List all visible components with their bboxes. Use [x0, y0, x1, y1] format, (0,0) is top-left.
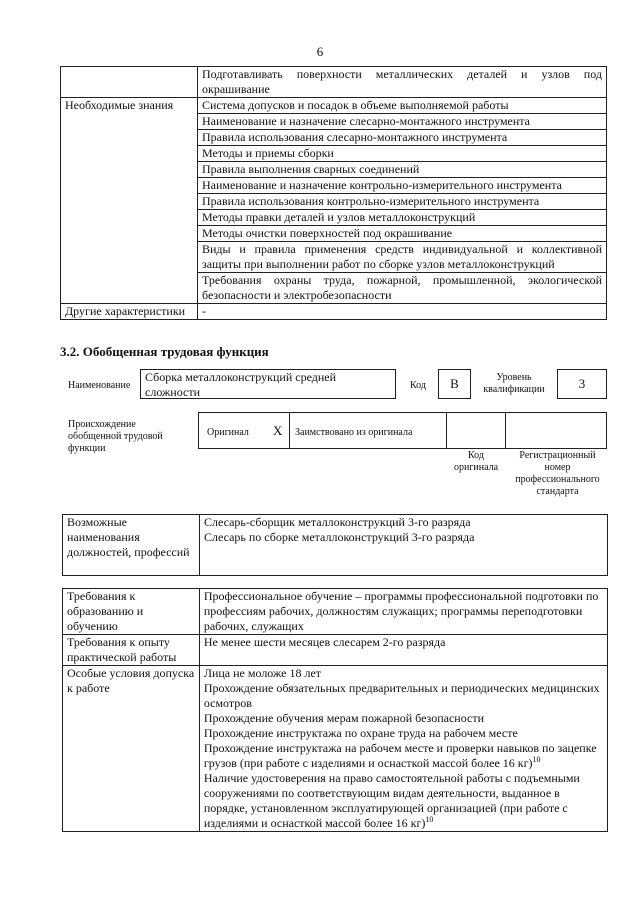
level-value: 3: [557, 369, 607, 399]
table-cell: Наименование и назначение контрольно-измерительного инструмента: [198, 178, 607, 194]
requirements-table: [62, 588, 608, 832]
table-row: [61, 304, 607, 320]
table-cell: Методы очистки поверхностей под окрашивание: [198, 226, 607, 242]
table-cell: Правила использования контрольно-измерительного инструмента: [198, 194, 607, 210]
condition-item: [204, 741, 603, 771]
table-cell: Система допусков и посадок в объеме выполняемой работы: [198, 98, 607, 114]
function-name: Сборка металлоконструкций средней сложности: [140, 369, 396, 399]
table-cell: -: [198, 304, 607, 320]
row-label: [61, 67, 198, 98]
table-cell: Правила использования слесарно-монтажного инструмента: [198, 130, 607, 146]
table-cell: Виды и правила применения средств индивидуальной и коллективной защиты при выполнении работ по сборке узлов металлоконструкций: [198, 242, 607, 273]
page-number: 6: [316, 44, 324, 59]
table-cell: Профессиональное обучение – программы профессиональной подготовки по профессиям рабочих, должностям служащих; программы переподготовки рабочих, служащих: [199, 589, 607, 635]
row-label: Необходимые знания: [61, 98, 198, 304]
code-original-label: Код оригинала: [453, 450, 499, 473]
origin-box: [198, 412, 607, 449]
table-cell: Методы правки деталей и узлов металлоконструкций: [198, 210, 607, 226]
section-title: 3.2. Обобщенная трудовая функция: [60, 344, 269, 359]
table-cell: Не менее шести месяцев слесарем 2-го разряда: [199, 635, 607, 666]
table-row: [63, 666, 608, 832]
row-label: Особые условия допуска к работе: [63, 666, 200, 832]
table-row: [63, 515, 608, 576]
original-mark: X: [273, 423, 283, 438]
table-row: [63, 635, 608, 666]
original-label: Оригинал: [207, 427, 249, 438]
condition-item: Лица не моложе 18 лет: [203, 666, 322, 680]
table-cell: [200, 515, 608, 576]
condition-item: [204, 771, 603, 831]
position-item: Слесарь-сборщик металлоконструкций 3-го разряда: [204, 515, 471, 529]
borrowed-label: Заимствовано из оригинала: [295, 427, 413, 438]
row-label: Требования к образованию и обучению: [63, 589, 200, 635]
row-label: Другие характеристики: [61, 304, 198, 320]
table-cell: Требования охраны труда, пожарной, промышленной, экологической безопасности и электробезопасности: [198, 273, 607, 304]
table-cell: [199, 666, 607, 832]
condition-text: Прохождение инструктажа на рабочем месте и проверки навыков по зацепке грузов (при работе с изделиями и оснасткой массой более 16 кг): [203, 741, 597, 770]
condition-item: Прохождение обучения мерам пожарной безопасности: [203, 711, 485, 725]
knowledge-table: [60, 66, 607, 320]
name-label: Наименование: [68, 380, 131, 391]
origin-label: Происхождение обобщенной трудовой функции: [68, 419, 163, 454]
level-label: Уровень квалификации: [483, 372, 545, 395]
condition-text: Наличие удостоверения на право самостоятельной работы с подъемными сооружениями по соответствующим видам деятельности, выданное в порядке, установленном эксплуатирующей организацией (при работе с изделиями и оснасткой массой более 16 кг): [203, 771, 580, 830]
code-label: Код: [410, 380, 426, 391]
table-cell: Наименование и назначение слесарно-монтажного инструмента: [198, 114, 607, 130]
reg-number-label: Регистрационный номер профессионального стандарта: [515, 450, 600, 497]
table-row: [61, 67, 607, 98]
table-row: [63, 589, 608, 635]
condition-item: Прохождение обязательных предварительных и периодических медицинских осмотров: [203, 681, 600, 710]
row-label: Возможные наименования должностей, профессий: [63, 515, 200, 576]
table-cell: Правила выполнения сварных соединений: [198, 162, 607, 178]
code-value: В: [438, 369, 471, 399]
table-cell: Подготавливать поверхности металлических деталей и узлов под окрашивание: [198, 67, 607, 98]
table-cell: Методы и приемы сборки: [198, 146, 607, 162]
position-item: Слесарь по сборке металлоконструкций 3-го разряда: [204, 530, 475, 544]
condition-item: Прохождение инструктажа по охране труда на рабочем месте: [203, 726, 518, 740]
row-label: Требования к опыту практической работы: [63, 635, 200, 666]
positions-table: [62, 514, 608, 576]
footnote-mark: 10: [532, 755, 541, 764]
table-row: [61, 98, 607, 114]
footnote-mark: 10: [425, 815, 434, 824]
